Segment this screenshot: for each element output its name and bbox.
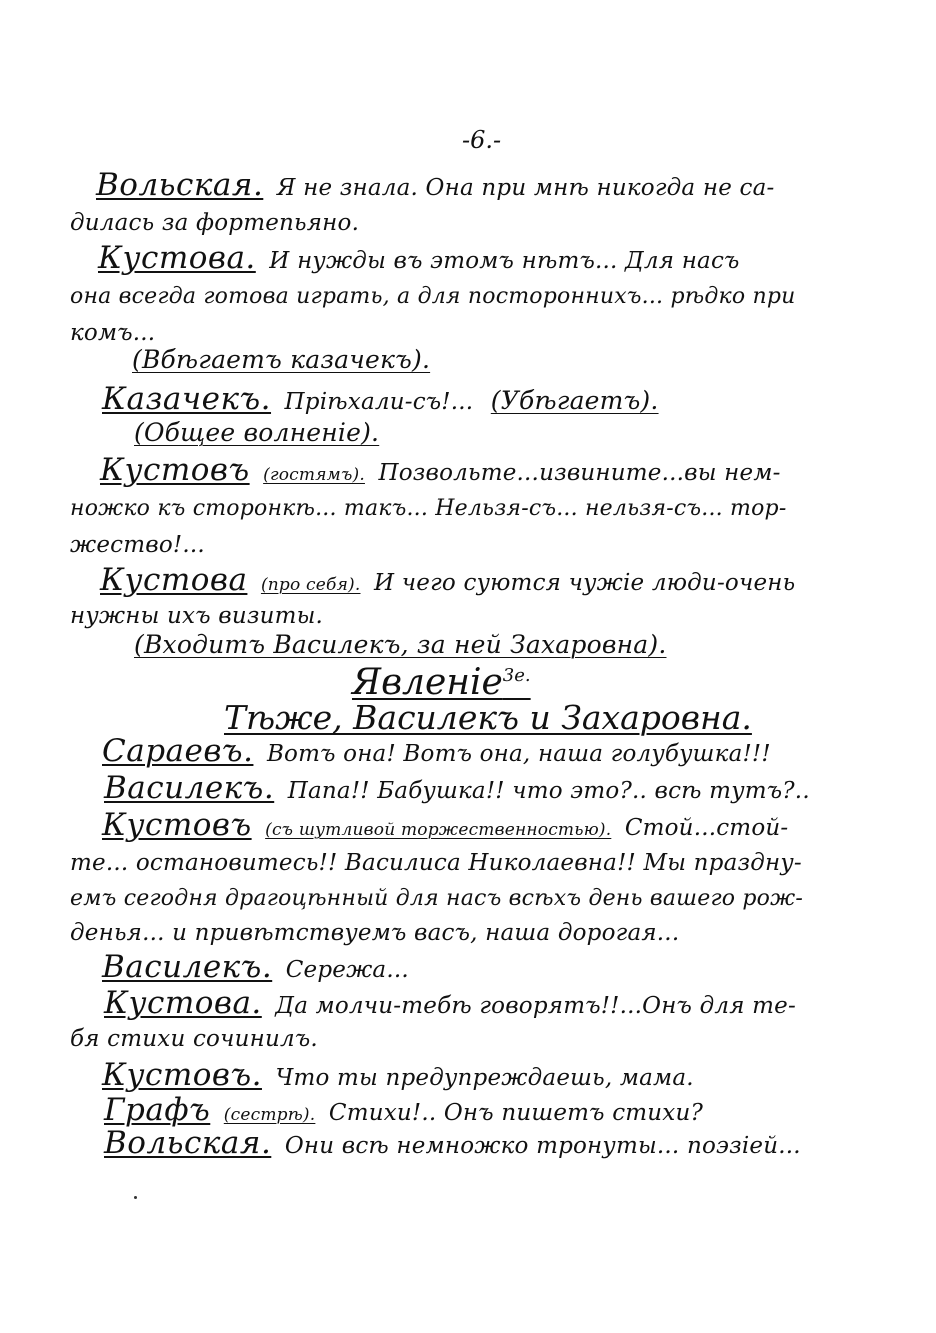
stage-direction — [134, 630, 666, 661]
speech-text: Стихи!.. Онъ пишетъ стихи? — [328, 1100, 704, 1126]
speaker-name: Василекъ. — [102, 949, 273, 985]
dialogue-line — [70, 208, 359, 238]
dialogue-line — [104, 770, 810, 806]
speech-text: И чего суются чужіе люди-очень — [374, 570, 796, 596]
ink-speck — [134, 1196, 137, 1199]
dialogue-line — [104, 985, 796, 1021]
scene-number: 3е. — [502, 665, 531, 686]
speech-text: Позвольте...извините...вы нем- — [378, 460, 781, 486]
scene-cast — [224, 698, 752, 737]
speech-text: Что ты предупреждаешь, мама. — [275, 1065, 694, 1091]
speech-text: ножко къ сторонкѣ... такъ... Нельзя-съ... нельзя-съ... тор- — [70, 496, 787, 521]
dialogue-line — [98, 240, 740, 276]
speaker-direction: (съ шутливой торжественностью). — [265, 820, 612, 840]
speech-text: Папа!! Бабушка!! что это?.. всѣ тутъ?.. — [287, 778, 810, 804]
speaker-name: Кустова — [100, 562, 248, 598]
speaker-name: Вольская. — [104, 1125, 272, 1161]
speech-text: Сережа... — [285, 957, 409, 983]
scene-title: Явленіе — [352, 662, 503, 703]
speech-text: те... остановитесь!! Василиса Николаевна!! Мы праздну- — [70, 850, 802, 876]
speech-text: денья... и привѣтствуемъ васъ, наша дорогая... — [70, 920, 680, 946]
speech-text: Пріѣхали-съ!... — [284, 389, 474, 415]
dialogue-line — [70, 601, 323, 631]
stage-direction-text: (Вбѣгаетъ казачекъ). — [132, 345, 431, 374]
speech-text: И нужды въ этомъ нѣтъ... Для насъ — [269, 248, 740, 274]
speech-text: Вотъ она! Вотъ она, наша голубушка!!! — [266, 741, 771, 767]
stage-direction — [132, 345, 430, 376]
page-number: -6.- — [462, 126, 502, 154]
dialogue-line — [102, 807, 789, 845]
dialogue-line — [70, 318, 155, 348]
dialogue-line — [96, 167, 775, 203]
speaker-direction: (гостямъ). — [263, 465, 365, 485]
stage-direction-text: (Общее волненіе). — [134, 418, 380, 447]
speech-text: бя стихи сочинилъ. — [70, 1026, 318, 1052]
speech-text: комъ... — [70, 320, 156, 346]
dialogue-line — [102, 1057, 694, 1093]
dialogue-line — [104, 1125, 801, 1161]
speech-text: дилась за фортепьяно. — [70, 210, 360, 236]
speaker-name: Сараевъ. — [102, 733, 254, 769]
dialogue-line — [70, 848, 802, 878]
speaker-name: Графъ — [104, 1092, 211, 1128]
speaker-name: Василекъ. — [104, 770, 275, 806]
speech-text: Они всѣ немножко тронуты... поэзіей... — [284, 1133, 801, 1159]
scene-heading — [352, 662, 531, 703]
speaker-name: Казачекъ. — [102, 381, 272, 417]
speaker-direction: (сестрѣ). — [223, 1105, 316, 1125]
speech-text: Стой...стой- — [624, 815, 789, 841]
stage-direction-text: (Входитъ Василекъ, за ней Захаровна). — [134, 630, 667, 659]
speaker-direction: (про себя). — [260, 575, 361, 595]
dialogue-line — [100, 452, 781, 490]
speaker-name: Кустовъ — [100, 452, 250, 488]
dialogue-line — [70, 282, 795, 312]
dialogue-line — [70, 918, 679, 948]
stage-direction — [134, 418, 379, 449]
speech-text: Да молчи-тебѣ говорятъ!!...Онъ для те- — [275, 993, 796, 1019]
speech-text: она всегда готова играть, а для постороннихъ... рѣдко при — [70, 284, 796, 309]
dialogue-line — [102, 381, 659, 417]
dialogue-line — [70, 1024, 318, 1054]
dialogue-line — [70, 494, 786, 524]
speech-text: емъ сегодня драгоцѣнный для насъ всѣхъ день вашего рож- — [70, 886, 803, 911]
dialogue-line — [100, 562, 796, 600]
speech-text: нужны ихъ визиты. — [70, 603, 324, 629]
stage-direction-text: (Убѣгаетъ). — [490, 386, 659, 415]
speaker-name: Кустовъ — [102, 807, 252, 843]
dialogue-line — [70, 530, 205, 560]
speaker-name: Кустова. — [98, 240, 256, 276]
speaker-name: Кустовъ. — [102, 1057, 262, 1093]
speaker-name: Вольская. — [96, 167, 264, 203]
dialogue-line — [102, 949, 409, 985]
dialogue-line — [102, 733, 771, 769]
speech-text: жество!... — [70, 532, 205, 558]
scene-cast-text: Тѣже, Василекъ и Захаровна. — [224, 698, 752, 737]
speaker-name: Кустова. — [104, 985, 262, 1021]
speech-text: Я не знала. Она при мнѣ никогда не са- — [276, 175, 775, 201]
dialogue-line — [70, 884, 803, 914]
